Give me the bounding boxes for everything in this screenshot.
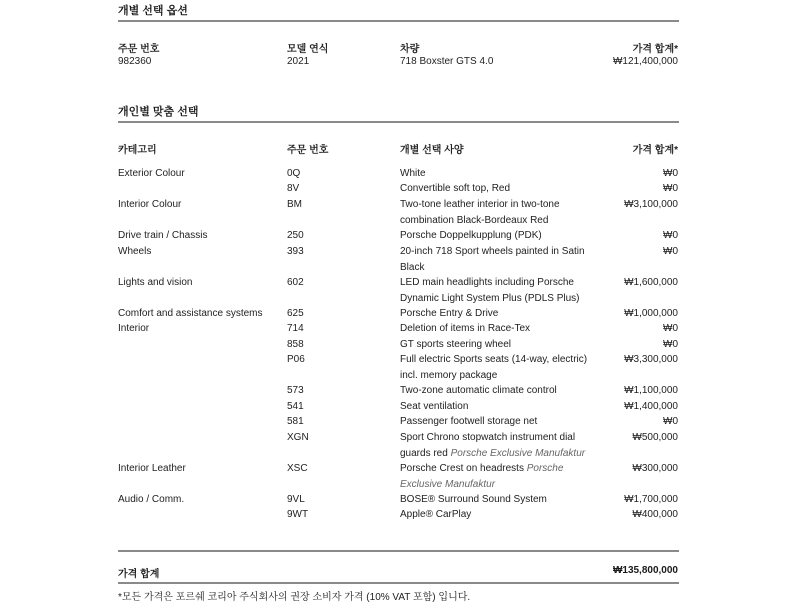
row-description-text: Convertible soft top, Red <box>400 183 511 194</box>
row-option-code: 393 <box>287 246 304 257</box>
row-option-code: 858 <box>287 339 304 350</box>
row-option-code: 8V <box>287 183 300 194</box>
row-description <box>400 414 590 430</box>
row-option-code: 9VL <box>287 494 305 505</box>
row-category: Exterior Colour <box>118 168 185 179</box>
row-description <box>400 166 590 182</box>
row-option-code: 625 <box>287 308 304 319</box>
row-description-text: Seat ventilation <box>400 401 469 412</box>
price-footnote: *모든 가격은 포르쉐 코리아 주식회사의 권장 소비자 가격 (10% VAT 포함) 입니다. <box>118 592 471 603</box>
row-description <box>400 181 590 197</box>
row-option-code: 0Q <box>287 168 301 179</box>
row-price: ₩3,100,000 <box>624 199 678 210</box>
row-description <box>400 383 590 399</box>
row-description <box>400 321 590 337</box>
vehicle-value: 718 Boxster GTS 4.0 <box>400 56 494 67</box>
col-header-spec: 개별 선택 사양 <box>400 145 464 156</box>
row-option-code: 541 <box>287 401 304 412</box>
row-description-text: Passenger footwell storage net <box>400 416 538 427</box>
row-description <box>400 399 590 415</box>
row-price: ₩0 <box>663 339 678 350</box>
row-category: Wheels <box>118 246 152 257</box>
order-no-value: 982360 <box>118 56 152 67</box>
row-description <box>400 430 590 461</box>
row-category: Comfort and assistance systems <box>118 308 263 319</box>
row-description <box>400 275 590 306</box>
row-option-code: 581 <box>287 416 304 427</box>
row-description <box>400 244 590 275</box>
total-divider-bottom <box>118 582 679 584</box>
row-price: ₩0 <box>663 168 678 179</box>
row-category: Audio / Comm. <box>118 494 185 505</box>
row-option-code: XGN <box>287 432 309 443</box>
row-price: ₩0 <box>663 246 678 257</box>
row-option-code: XSC <box>287 463 308 474</box>
row-option-code: 573 <box>287 385 304 396</box>
row-option-code: BM <box>287 199 302 210</box>
row-description-text: BOSE® Surround Sound System <box>400 494 547 505</box>
row-price: ₩300,000 <box>632 463 678 474</box>
row-description-text: Porsche Entry & Drive <box>400 308 499 319</box>
row-description <box>400 337 590 353</box>
row-description-text: 20-inch 718 Sport wheels painted in Satin Black <box>400 246 585 273</box>
total-value: ₩135,800,000 <box>612 565 678 576</box>
row-category: Interior Leather <box>118 463 186 474</box>
row-description-text: Two-zone automatic climate control <box>400 385 557 396</box>
row-description-text: Porsche Doppelkupplung (PDK) <box>400 230 542 241</box>
row-description-text: Porsche Crest on headrests <box>400 463 524 474</box>
row-description-text: White <box>400 168 426 179</box>
row-description <box>400 306 590 322</box>
individual-options-title: 개별 선택 옵션 <box>118 5 188 17</box>
col-header-model-year: 모델 연식 <box>287 44 329 55</box>
row-category: Interior <box>118 323 150 334</box>
total-label: 가격 합계 <box>118 569 160 580</box>
row-category: Lights and vision <box>118 277 193 288</box>
row-description-text: Apple® CarPlay <box>400 509 472 520</box>
row-description-text: Two-tone leather interior in two-tone combination Black-Bordeaux Red <box>400 199 560 226</box>
row-price: ₩0 <box>663 183 678 194</box>
total-divider-top <box>118 550 679 552</box>
row-description <box>400 352 590 383</box>
row-manufaktur-note: Porsche Exclusive Manufaktur <box>450 447 586 459</box>
row-price: ₩1,400,000 <box>624 401 678 412</box>
row-price: ₩1,600,000 <box>624 277 678 288</box>
col-header-category: 카테고리 <box>118 145 157 156</box>
row-option-code: 602 <box>287 277 304 288</box>
row-option-code: 714 <box>287 323 304 334</box>
row-description-text: Deletion of items in Race-Tex <box>400 323 531 334</box>
col-header-option-code: 주문 번호 <box>287 145 329 156</box>
row-description <box>400 461 590 492</box>
row-price: ₩1,100,000 <box>624 385 678 396</box>
model-year-value: 2021 <box>287 56 310 67</box>
row-description-text: LED main headlights including Porsche Dynamic Light System Plus (PDLS Plus) <box>400 277 580 304</box>
row-price: ₩3,300,000 <box>624 354 678 365</box>
custom-options-title: 개인별 맞춤 선택 <box>118 106 199 118</box>
row-price: ₩1,700,000 <box>624 494 678 505</box>
col-header-vehicle: 차량 <box>400 44 420 55</box>
row-price: ₩500,000 <box>632 432 678 443</box>
row-option-code: P06 <box>287 354 305 365</box>
row-category: Drive train / Chassis <box>118 230 208 241</box>
row-description <box>400 228 590 244</box>
row-description <box>400 197 590 228</box>
row-manufaktur-note: Porsche Exclusive Manufaktur <box>400 463 564 490</box>
row-option-code: 250 <box>287 230 304 241</box>
row-price: ₩0 <box>663 230 678 241</box>
row-description-text: GT sports steering wheel <box>400 339 511 350</box>
row-price: ₩400,000 <box>632 509 678 520</box>
row-price: ₩1,000,000 <box>624 308 678 319</box>
col-header-option-price: 가격 합계* <box>632 145 678 156</box>
row-price: ₩0 <box>663 416 678 427</box>
row-description-text: Sport Chrono stopwatch instrument dial guards red <box>400 432 576 459</box>
base-price-value: ₩121,400,000 <box>612 56 678 67</box>
row-price: ₩0 <box>663 323 678 334</box>
col-header-total-price: 가격 합계* <box>632 44 678 55</box>
row-description <box>400 492 590 508</box>
col-header-order-no: 주문 번호 <box>118 44 160 55</box>
row-option-code: 9WT <box>287 509 309 520</box>
row-category: Interior Colour <box>118 199 182 210</box>
row-description <box>400 507 590 523</box>
row-description-text: Full electric Sports seats (14-way, electric) incl. memory package <box>400 354 588 381</box>
